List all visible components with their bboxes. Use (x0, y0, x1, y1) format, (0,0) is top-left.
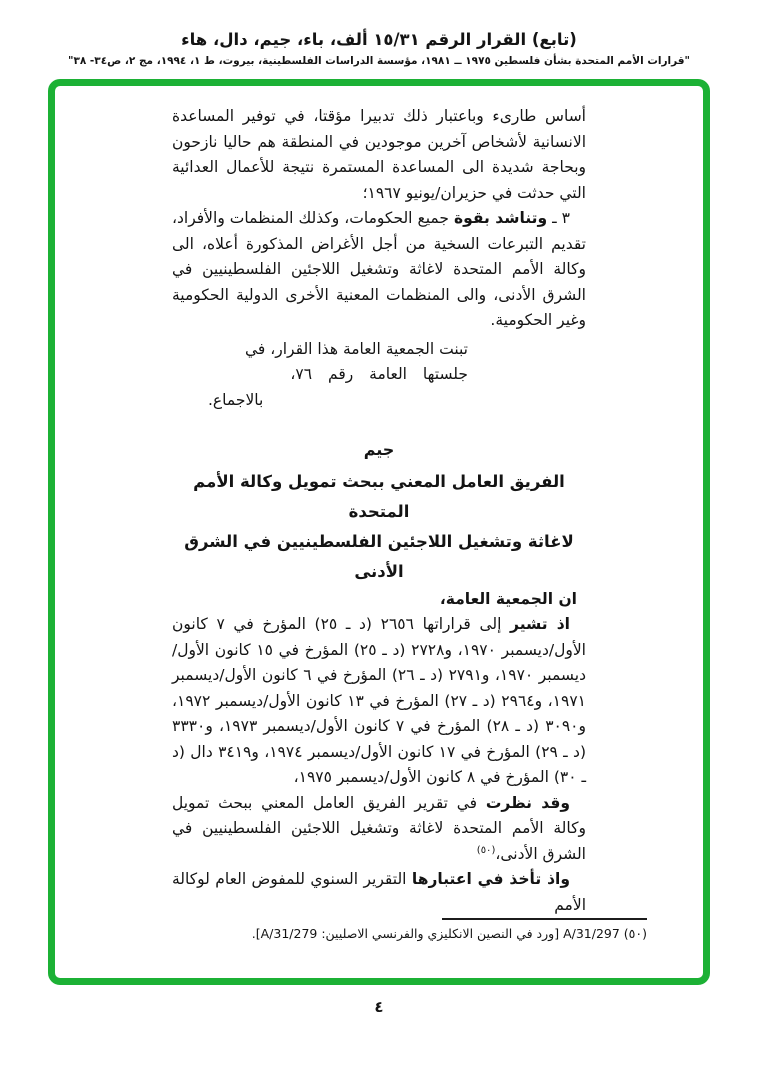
content-frame (48, 79, 710, 985)
paragraph-recalling (172, 612, 586, 791)
recalling-lead-bold: اذ تشير (510, 615, 570, 633)
section-letter: جيم (363, 440, 395, 459)
source-citation: "قرارات الأمم المتحدة بشأن فلسطين ١٩٧٥ ــ ١٩٨١، مؤسسة الدراسات الفلسطينية، بيروت، ط ١، ١٩٩٤، مج ٢، ص٣٤- ٣٨" (67, 55, 691, 67)
taking-lead-bold: واذ تأخذ في اعتبارها (411, 870, 570, 888)
adoption-line-2: جلستها العامة رقم ٧٦، (290, 365, 468, 383)
text-column (172, 86, 586, 918)
clause-lead-bold: وتناشد بقوة (453, 209, 548, 227)
section-title (172, 467, 586, 587)
clause-body-text: جميع الحكومات، وكذلك المنظمات والأفراد، تقديم التبرعات السخية من أجل الأغراض المذكورة أعلاه، الى وكالة الأمم المتحدة لاغاثة وتشغيل اللاجئين الفلسطينيين في الشرق الأدنى، والى المنظمات المعنية الأخرى الدولية الحكومية وغير الحكومية. (172, 209, 586, 329)
preamble-intro (172, 587, 586, 613)
footnote-area (55, 918, 647, 983)
paragraph-having-considered (172, 791, 586, 868)
considered-lead-bold: وقد نظرت (485, 793, 570, 812)
taking-body-text: التقرير السنوي للمفوض العام لوكالة الأمم (172, 870, 586, 914)
section-title-line-2: لاغاثة وتشغيل اللاجئين الفلسطينيين في الشرق الأدنى (184, 531, 574, 581)
paragraph-taking-into-account (172, 867, 586, 918)
section-title-line-1: الفريق العامل المعني ببحث تمويل وكالة الأمم المتحدة (193, 471, 565, 521)
footnote-reference: (٥٠) (476, 844, 496, 856)
page-header (0, 0, 758, 67)
paragraph-continuation-text: أساس طارىء وباعتبار ذلك تدبيرا مؤقتا، في توفير المساعدة الانسانية لأشخاص آخرين موجودين في المنطقة هم حاليا نازحون وبحاجة شديدة الى المساعدة المستمرة نتيجة للأعمال العدائية التي حدثت في حزيران/يونيو ١٩٦٧؛ (172, 107, 586, 202)
footnote-text: (٥٠) A/31/297 [ورد في النصين الانكليزي والفرنسي الاصليين: A/31/279]. (251, 926, 647, 941)
recalling-body-text: إلى قراراتها ٢٦٥٦ (د ـ ٢٥) المؤرخ في ٧ كانون الأول/ديسمبر ١٩٧٠، و٢٧٢٨ (د ـ ٢٥) المؤرخ في ١٥ كانون الأول/ديسمبر ١٩٧٠، و٢٧٩١ (د ـ ٢٦) المؤرخ في ٦ كانون الأول/ديسمبر ١٩٧١، و٢٩٦٤ (د ـ ٢٧) المؤرخ في ١٣ كانون الأول/ديسمبر ١٩٧٢، و٣٠٩٠ (د ـ ٢٨) المؤرخ في ٧ كانون الأول/ديسمبر ١٩٧٣، و٣٣٣٠ (د ـ ٢٩) المؤرخ في ١٧ كانون الأول/ديسمبر ١٩٧٤، و٣٤١٩ دال (د ـ ٣٠) المؤرخ في ٨ كانون الأول/ديسمبر ١٩٧٥، (172, 615, 587, 786)
paragraph-clause-3 (172, 206, 586, 334)
page-number: ٤ (374, 998, 384, 1016)
adoption-line-3: بالاجماع. (208, 390, 264, 409)
preamble-intro-text: ان الجمعية العامة، (439, 589, 577, 608)
paragraph-continuation (172, 104, 586, 206)
considered-body-text: في تقرير الفريق العامل المعني ببحث تمويل وكالة الأمم المتحدة لاغاثة وتشغيل اللاجئين الفلسطينيين في الشرق الأدنى، (172, 793, 586, 863)
footnote-divider (442, 918, 647, 920)
clause-number: ٣ ـ (547, 209, 570, 227)
adoption-line-1: تبنت الجمعية العامة هذا القرار، في (245, 339, 468, 358)
resolution-title: (تابع) القرار الرقم ١٥/٣١ ألف، باء، جيم، دال، هاء (181, 30, 577, 49)
adoption-note (172, 337, 468, 414)
